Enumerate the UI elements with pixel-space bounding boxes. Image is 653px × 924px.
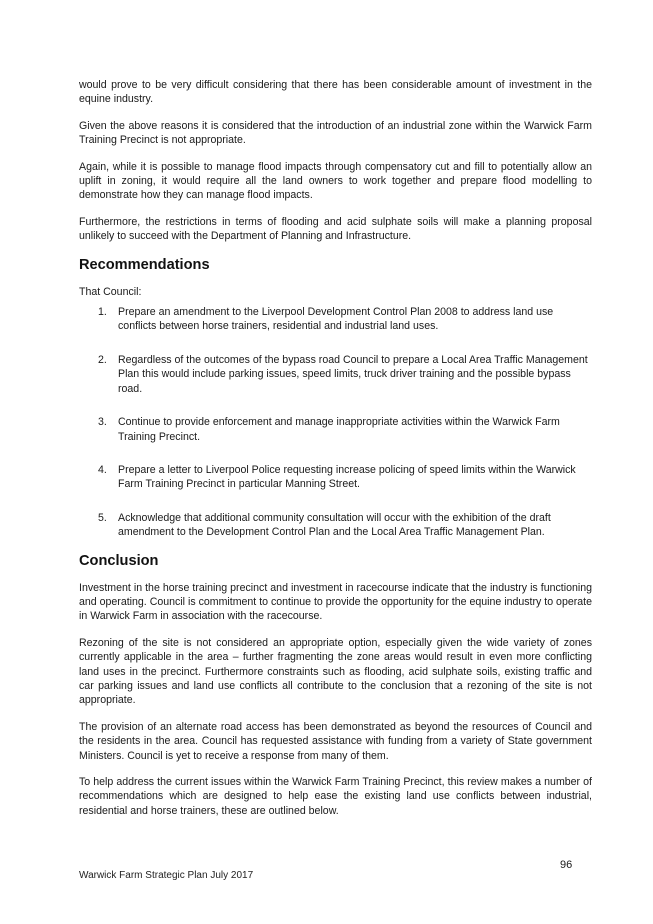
list-item-text: Prepare a letter to Liverpool Police requesting increase policing of speed limits within the Warwick Farm Training Precinct in particular Manning Street. xyxy=(118,463,576,491)
list-item xyxy=(79,463,592,492)
body-paragraph: To help address the current issues within the Warwick Farm Training Precinct, this review makes a number of recommendations which are designed to help ease the existing land use conflicts between industrial, residential and horse trainers, these are outlined below. xyxy=(79,776,592,817)
list-item-number: 5. xyxy=(98,511,107,524)
list-item-number: 2. xyxy=(98,353,107,366)
list-item-text: Acknowledge that additional community consultation will occur with the exhibition of the draft amendment to the Development Control Plan and the Local Area Traffic Management Plan. xyxy=(118,511,551,539)
list-item-number: 1. xyxy=(98,306,107,319)
recommendations-list xyxy=(79,305,592,539)
list-item-number: 3. xyxy=(98,416,107,429)
page-number: 96 xyxy=(560,859,573,871)
body-paragraph: Again, while it is possible to manage flood impacts through compensatory cut and fill to potentially allow an uplift in zoning, it would require all the land owners to work together and prepare flood modelling to demonstrate how they can manage flood impacts. xyxy=(79,160,592,202)
recommendations-heading: Recommendations xyxy=(79,256,210,273)
recommendations-intro: That Council: xyxy=(79,285,142,298)
list-item xyxy=(79,511,592,540)
body-paragraph: Given the above reasons it is considered that the introduction of an industrial zone within the Warwick Farm Training Precinct is not appropriate. xyxy=(79,119,592,147)
page-footer: Warwick Farm Strategic Plan July 2017 xyxy=(79,870,254,881)
list-item xyxy=(79,353,592,396)
conclusion-heading: Conclusion xyxy=(79,552,159,569)
list-item-text: Continue to provide enforcement and manage inappropriate activities within the Warwick Farm Training Precinct. xyxy=(118,416,560,443)
list-item xyxy=(79,305,592,334)
body-paragraph: The provision of an alternate road access has been demonstrated as beyond the resources of Council and the residents in the area. Council has requested assistance with funding from a variety of State government Ministers. Council is yet to receive a response from many of them. xyxy=(79,720,592,762)
list-item-number: 4. xyxy=(98,463,107,476)
document-page xyxy=(79,78,592,830)
list-item-text: Regardless of the outcomes of the bypass road Council to prepare a Local Area Traffic Management Plan this would include parking issues, speed limits, truck driver training and the possible bypass road. xyxy=(118,353,588,395)
body-paragraph: Investment in the horse training precinct and investment in racecourse indicate that the industry is functioning and operating. Council is commitment to continue to provide the opportunity for the equine industry to operate in Warwick Farm in association with the racecourse. xyxy=(79,581,592,623)
body-paragraph: Furthermore, the restrictions in terms of flooding and acid sulphate soils will make a planning proposal unlikely to succeed with the Department of Planning and Infrastructure. xyxy=(79,215,592,243)
body-paragraph: Rezoning of the site is not considered an appropriate option, especially given the wide variety of zones currently applicable in the area – further fragmenting the zone areas would result in even more conflicting land uses in the precinct. Furthermore constraints such as flooding, acid sulphate soils, existing traffic and car parking issues and land use conflicts all contribute to the conclusion that a rezoning of the site is not appropriate. xyxy=(79,636,592,707)
list-item xyxy=(79,415,592,444)
body-paragraph: would prove to be very difficult considering that there has been considerable amount of investment in the equine industry. xyxy=(79,79,592,106)
list-item-text: Prepare an amendment to the Liverpool Development Control Plan 2008 to address land use conflicts between horse trainers, residential and industrial land uses. xyxy=(118,306,554,333)
